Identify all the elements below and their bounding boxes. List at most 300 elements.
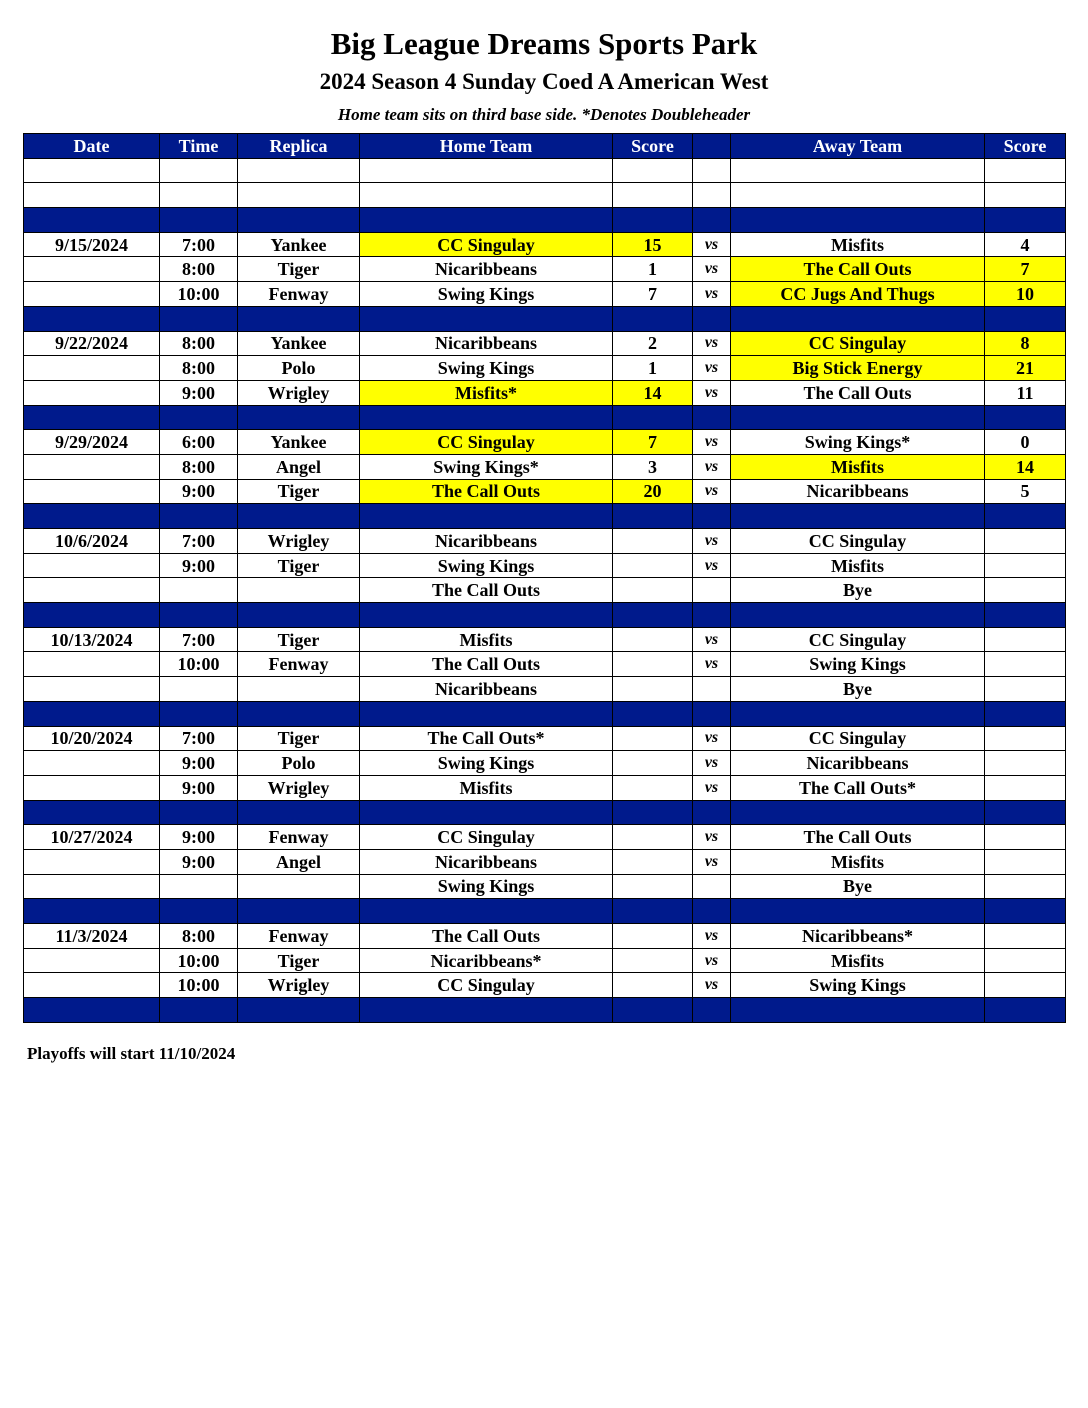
- cell-time: 7:00: [160, 529, 238, 554]
- separator-cell: [731, 405, 985, 430]
- cell-away-score: [985, 751, 1066, 776]
- cell-vs: vs: [693, 652, 731, 677]
- cell-away-score: [985, 529, 1066, 554]
- separator-cell: [985, 504, 1066, 529]
- cell-vs: vs: [693, 529, 731, 554]
- separator-cell: [24, 701, 160, 726]
- cell-away-team: Misfits: [731, 948, 985, 973]
- cell-vs: vs: [693, 356, 731, 381]
- cell-home-team: The Call Outs: [360, 652, 613, 677]
- separator-row: [24, 405, 1066, 430]
- cell-time: 9:00: [160, 751, 238, 776]
- cell-home-team: The Call Outs: [360, 479, 613, 504]
- cell-date: 10/27/2024: [24, 825, 160, 850]
- cell-home-score: [613, 874, 693, 899]
- separator-cell: [238, 208, 360, 233]
- separator-cell: [731, 208, 985, 233]
- cell-home-score: [613, 775, 693, 800]
- cell-vs: vs: [693, 849, 731, 874]
- separator-row: [24, 208, 1066, 233]
- cell-date: [24, 282, 160, 307]
- blank-cell: [360, 158, 613, 183]
- blank-cell: [24, 158, 160, 183]
- cell-date: [24, 380, 160, 405]
- game-row: [24, 652, 1066, 677]
- cell-vs: [693, 578, 731, 603]
- cell-replica: Tiger: [238, 948, 360, 973]
- separator-cell: [24, 208, 160, 233]
- cell-home-score: 7: [613, 430, 693, 455]
- cell-away-score: 5: [985, 479, 1066, 504]
- cell-home-team: Nicaribbeans: [360, 331, 613, 356]
- cell-away-team: The Call Outs: [731, 257, 985, 282]
- separator-cell: [160, 504, 238, 529]
- cell-replica: Fenway: [238, 825, 360, 850]
- cell-date: [24, 257, 160, 282]
- cell-away-score: [985, 948, 1066, 973]
- cell-home-score: 2: [613, 331, 693, 356]
- cell-date: [24, 356, 160, 381]
- separator-cell: [613, 208, 693, 233]
- blank-cell: [693, 183, 731, 208]
- blank-cell: [985, 158, 1066, 183]
- cell-vs: vs: [693, 825, 731, 850]
- cell-date: [24, 652, 160, 677]
- separator-cell: [160, 405, 238, 430]
- separator-cell: [613, 504, 693, 529]
- cell-date: [24, 973, 160, 998]
- cell-date: 9/22/2024: [24, 331, 160, 356]
- cell-home-score: [613, 726, 693, 751]
- cell-home-score: [613, 973, 693, 998]
- cell-home-score: 15: [613, 232, 693, 257]
- cell-replica: Wrigley: [238, 380, 360, 405]
- blank-cell: [24, 183, 160, 208]
- cell-time: 10:00: [160, 282, 238, 307]
- cell-replica: Angel: [238, 849, 360, 874]
- cell-home-team: Misfits: [360, 775, 613, 800]
- cell-vs: vs: [693, 751, 731, 776]
- separator-cell: [613, 701, 693, 726]
- separator-cell: [238, 800, 360, 825]
- cell-replica: Yankee: [238, 430, 360, 455]
- cell-home-score: [613, 652, 693, 677]
- separator-cell: [360, 208, 613, 233]
- col-header-home-team: Home Team: [360, 134, 613, 159]
- cell-away-score: [985, 874, 1066, 899]
- cell-date: 9/29/2024: [24, 430, 160, 455]
- page-title: Big League Dreams Sports Park: [330, 26, 758, 61]
- separator-cell: [693, 405, 731, 430]
- cell-date: 9/15/2024: [24, 232, 160, 257]
- cell-replica: Wrigley: [238, 775, 360, 800]
- separator-cell: [731, 306, 985, 331]
- cell-away-score: 7: [985, 257, 1066, 282]
- cell-replica: Tiger: [238, 553, 360, 578]
- cell-away-score: 21: [985, 356, 1066, 381]
- cell-time: 10:00: [160, 948, 238, 973]
- separator-cell: [24, 603, 160, 628]
- game-row: [24, 479, 1066, 504]
- cell-away-score: [985, 825, 1066, 850]
- separator-cell: [613, 405, 693, 430]
- game-row: [24, 257, 1066, 282]
- separator-cell: [24, 405, 160, 430]
- cell-away-team: CC Jugs And Thugs: [731, 282, 985, 307]
- cell-time: 7:00: [160, 232, 238, 257]
- cell-time: [160, 874, 238, 899]
- cell-away-score: [985, 677, 1066, 702]
- separator-cell: [693, 899, 731, 924]
- cell-date: [24, 948, 160, 973]
- cell-vs: vs: [693, 726, 731, 751]
- cell-date: 10/6/2024: [24, 529, 160, 554]
- cell-home-team: Swing Kings: [360, 282, 613, 307]
- separator-cell: [613, 998, 693, 1023]
- cell-vs: vs: [693, 282, 731, 307]
- cell-replica: Tiger: [238, 479, 360, 504]
- cell-date: [24, 849, 160, 874]
- game-row: [24, 627, 1066, 652]
- separator-cell: [24, 504, 160, 529]
- cell-home-score: [613, 825, 693, 850]
- cell-away-score: 4: [985, 232, 1066, 257]
- separator-cell: [238, 405, 360, 430]
- cell-replica: Angel: [238, 454, 360, 479]
- cell-away-team: Nicaribbeans: [731, 751, 985, 776]
- cell-away-team: Misfits: [731, 232, 985, 257]
- cell-away-score: [985, 627, 1066, 652]
- cell-time: 7:00: [160, 627, 238, 652]
- cell-home-team: Nicaribbeans*: [360, 948, 613, 973]
- blank-cell: [613, 158, 693, 183]
- cell-time: 9:00: [160, 849, 238, 874]
- cell-time: 7:00: [160, 726, 238, 751]
- blank-cell: [731, 158, 985, 183]
- separator-row: [24, 800, 1066, 825]
- cell-replica: Polo: [238, 356, 360, 381]
- game-row: [24, 331, 1066, 356]
- cell-replica: Yankee: [238, 331, 360, 356]
- cell-vs: vs: [693, 775, 731, 800]
- schedule-table: [23, 133, 1066, 1023]
- separator-cell: [693, 701, 731, 726]
- cell-home-team: Swing Kings: [360, 874, 613, 899]
- cell-away-team: CC Singulay: [731, 627, 985, 652]
- cell-replica: [238, 677, 360, 702]
- cell-away-team: Nicaribbeans: [731, 479, 985, 504]
- cell-home-team: Swing Kings*: [360, 454, 613, 479]
- cell-home-team: Swing Kings: [360, 553, 613, 578]
- cell-time: 9:00: [160, 825, 238, 850]
- col-header-away-team: Away Team: [731, 134, 985, 159]
- separator-cell: [160, 998, 238, 1023]
- cell-away-score: 11: [985, 380, 1066, 405]
- cell-home-score: [613, 948, 693, 973]
- cell-replica: Yankee: [238, 232, 360, 257]
- separator-cell: [693, 800, 731, 825]
- cell-time: 6:00: [160, 430, 238, 455]
- separator-cell: [160, 208, 238, 233]
- cell-home-team: CC Singulay: [360, 825, 613, 850]
- separator-cell: [238, 701, 360, 726]
- cell-time: 9:00: [160, 775, 238, 800]
- cell-vs: vs: [693, 454, 731, 479]
- cell-home-score: [613, 578, 693, 603]
- separator-cell: [160, 800, 238, 825]
- col-header-home-score: Score: [613, 134, 693, 159]
- separator-cell: [360, 800, 613, 825]
- separator-cell: [985, 306, 1066, 331]
- separator-cell: [613, 603, 693, 628]
- separator-cell: [160, 701, 238, 726]
- separator-cell: [360, 899, 613, 924]
- game-row: [24, 874, 1066, 899]
- cell-home-team: Misfits*: [360, 380, 613, 405]
- separator-cell: [985, 405, 1066, 430]
- separator-cell: [731, 701, 985, 726]
- cell-date: [24, 578, 160, 603]
- page-subtitle: 2024 Season 4 Sunday Coed A American West: [319, 69, 769, 94]
- game-row: [24, 825, 1066, 850]
- cell-home-score: 20: [613, 479, 693, 504]
- separator-cell: [24, 306, 160, 331]
- separator-cell: [731, 998, 985, 1023]
- cell-home-score: 1: [613, 257, 693, 282]
- separator-cell: [160, 306, 238, 331]
- cell-vs: [693, 677, 731, 702]
- cell-date: [24, 751, 160, 776]
- cell-replica: Wrigley: [238, 973, 360, 998]
- cell-date: 10/20/2024: [24, 726, 160, 751]
- cell-replica: [238, 578, 360, 603]
- col-header-away-score: Score: [985, 134, 1066, 159]
- separator-cell: [238, 504, 360, 529]
- cell-away-team: Misfits: [731, 553, 985, 578]
- cell-away-team: The Call Outs*: [731, 775, 985, 800]
- separator-cell: [985, 208, 1066, 233]
- cell-home-team: Swing Kings: [360, 356, 613, 381]
- separator-cell: [985, 701, 1066, 726]
- blank-row: [24, 158, 1066, 183]
- cell-date: [24, 479, 160, 504]
- cell-away-team: CC Singulay: [731, 331, 985, 356]
- cell-away-score: 14: [985, 454, 1066, 479]
- cell-replica: Polo: [238, 751, 360, 776]
- cell-away-score: [985, 973, 1066, 998]
- separator-cell: [360, 998, 613, 1023]
- game-row: [24, 677, 1066, 702]
- separator-row: [24, 504, 1066, 529]
- separator-row: [24, 701, 1066, 726]
- cell-home-score: [613, 849, 693, 874]
- cell-time: 9:00: [160, 479, 238, 504]
- separator-cell: [160, 603, 238, 628]
- cell-home-team: Nicaribbeans: [360, 677, 613, 702]
- blank-row: [24, 183, 1066, 208]
- cell-home-team: Nicaribbeans: [360, 849, 613, 874]
- cell-away-team: CC Singulay: [731, 726, 985, 751]
- cell-away-score: [985, 775, 1066, 800]
- cell-away-team: Misfits: [731, 849, 985, 874]
- cell-home-team: Swing Kings: [360, 751, 613, 776]
- cell-away-team: Misfits: [731, 454, 985, 479]
- cell-vs: vs: [693, 257, 731, 282]
- separator-row: [24, 899, 1066, 924]
- cell-away-team: Bye: [731, 874, 985, 899]
- cell-away-score: 10: [985, 282, 1066, 307]
- cell-home-score: 14: [613, 380, 693, 405]
- cell-time: 8:00: [160, 257, 238, 282]
- cell-home-score: [613, 677, 693, 702]
- cell-home-score: [613, 751, 693, 776]
- separator-cell: [731, 603, 985, 628]
- game-row: [24, 356, 1066, 381]
- cell-replica: Fenway: [238, 282, 360, 307]
- game-row: [24, 282, 1066, 307]
- game-row: [24, 948, 1066, 973]
- cell-date: [24, 454, 160, 479]
- cell-vs: vs: [693, 948, 731, 973]
- blank-cell: [160, 158, 238, 183]
- cell-time: 8:00: [160, 331, 238, 356]
- separator-cell: [985, 899, 1066, 924]
- separator-cell: [985, 603, 1066, 628]
- cell-away-team: Swing Kings: [731, 973, 985, 998]
- cell-date: [24, 775, 160, 800]
- cell-home-team: Misfits: [360, 627, 613, 652]
- cell-time: [160, 677, 238, 702]
- cell-home-score: [613, 553, 693, 578]
- cell-replica: Tiger: [238, 257, 360, 282]
- blank-cell: [693, 158, 731, 183]
- blank-cell: [731, 183, 985, 208]
- game-row: [24, 726, 1066, 751]
- cell-time: 10:00: [160, 973, 238, 998]
- cell-vs: vs: [693, 627, 731, 652]
- cell-vs: vs: [693, 553, 731, 578]
- game-row: [24, 232, 1066, 257]
- cell-home-score: [613, 627, 693, 652]
- separator-cell: [238, 899, 360, 924]
- cell-away-score: 8: [985, 331, 1066, 356]
- cell-home-team: CC Singulay: [360, 232, 613, 257]
- separator-cell: [613, 306, 693, 331]
- separator-cell: [693, 306, 731, 331]
- separator-cell: [24, 800, 160, 825]
- cell-replica: [238, 874, 360, 899]
- cell-date: [24, 677, 160, 702]
- cell-home-team: The Call Outs: [360, 578, 613, 603]
- playoffs-note: Playoffs will start 11/10/2024: [27, 1044, 236, 1063]
- cell-away-score: [985, 726, 1066, 751]
- cell-time: 8:00: [160, 356, 238, 381]
- cell-replica: Tiger: [238, 726, 360, 751]
- separator-cell: [360, 504, 613, 529]
- cell-away-team: Big Stick Energy: [731, 356, 985, 381]
- separator-cell: [693, 208, 731, 233]
- cell-away-score: [985, 849, 1066, 874]
- cell-away-team: Swing Kings*: [731, 430, 985, 455]
- cell-home-team: Nicaribbeans: [360, 529, 613, 554]
- cell-vs: vs: [693, 232, 731, 257]
- cell-home-team: Nicaribbeans: [360, 257, 613, 282]
- col-header-vs: [693, 134, 731, 159]
- cell-home-team: CC Singulay: [360, 430, 613, 455]
- cell-away-score: 0: [985, 430, 1066, 455]
- cell-away-team: Swing Kings: [731, 652, 985, 677]
- cell-home-score: [613, 924, 693, 949]
- game-row: [24, 578, 1066, 603]
- separator-cell: [24, 899, 160, 924]
- cell-away-team: Nicaribbeans*: [731, 924, 985, 949]
- game-row: [24, 924, 1066, 949]
- col-header-time: Time: [160, 134, 238, 159]
- col-header-replica: Replica: [238, 134, 360, 159]
- cell-time: 8:00: [160, 454, 238, 479]
- separator-cell: [693, 603, 731, 628]
- separator-cell: [24, 998, 160, 1023]
- separator-cell: [613, 800, 693, 825]
- blank-cell: [238, 183, 360, 208]
- separator-row: [24, 998, 1066, 1023]
- game-row: [24, 454, 1066, 479]
- cell-home-team: CC Singulay: [360, 973, 613, 998]
- cell-away-team: CC Singulay: [731, 529, 985, 554]
- cell-away-team: Bye: [731, 677, 985, 702]
- game-row: [24, 430, 1066, 455]
- cell-time: 8:00: [160, 924, 238, 949]
- game-row: [24, 775, 1066, 800]
- separator-cell: [238, 998, 360, 1023]
- cell-vs: vs: [693, 430, 731, 455]
- cell-home-score: 1: [613, 356, 693, 381]
- cell-home-score: 3: [613, 454, 693, 479]
- cell-time: 9:00: [160, 380, 238, 405]
- separator-cell: [360, 405, 613, 430]
- separator-cell: [985, 800, 1066, 825]
- game-row: [24, 751, 1066, 776]
- cell-vs: [693, 874, 731, 899]
- separator-cell: [360, 306, 613, 331]
- separator-row: [24, 306, 1066, 331]
- schedule-body: [24, 158, 1066, 1022]
- cell-replica: Fenway: [238, 924, 360, 949]
- doubleheader-note: Home team sits on third base side. *Denotes Doubleheader: [337, 105, 751, 124]
- cell-away-score: [985, 578, 1066, 603]
- blank-cell: [613, 183, 693, 208]
- game-row: [24, 380, 1066, 405]
- blank-cell: [238, 158, 360, 183]
- game-row: [24, 849, 1066, 874]
- separator-cell: [238, 603, 360, 628]
- game-row: [24, 553, 1066, 578]
- cell-home-score: [613, 529, 693, 554]
- cell-vs: vs: [693, 380, 731, 405]
- cell-away-score: [985, 553, 1066, 578]
- cell-away-team: Bye: [731, 578, 985, 603]
- cell-vs: vs: [693, 973, 731, 998]
- separator-cell: [238, 306, 360, 331]
- separator-cell: [693, 998, 731, 1023]
- cell-home-score: 7: [613, 282, 693, 307]
- cell-away-score: [985, 924, 1066, 949]
- cell-home-team: The Call Outs: [360, 924, 613, 949]
- blank-cell: [360, 183, 613, 208]
- cell-date: [24, 553, 160, 578]
- cell-date: 11/3/2024: [24, 924, 160, 949]
- cell-time: 9:00: [160, 553, 238, 578]
